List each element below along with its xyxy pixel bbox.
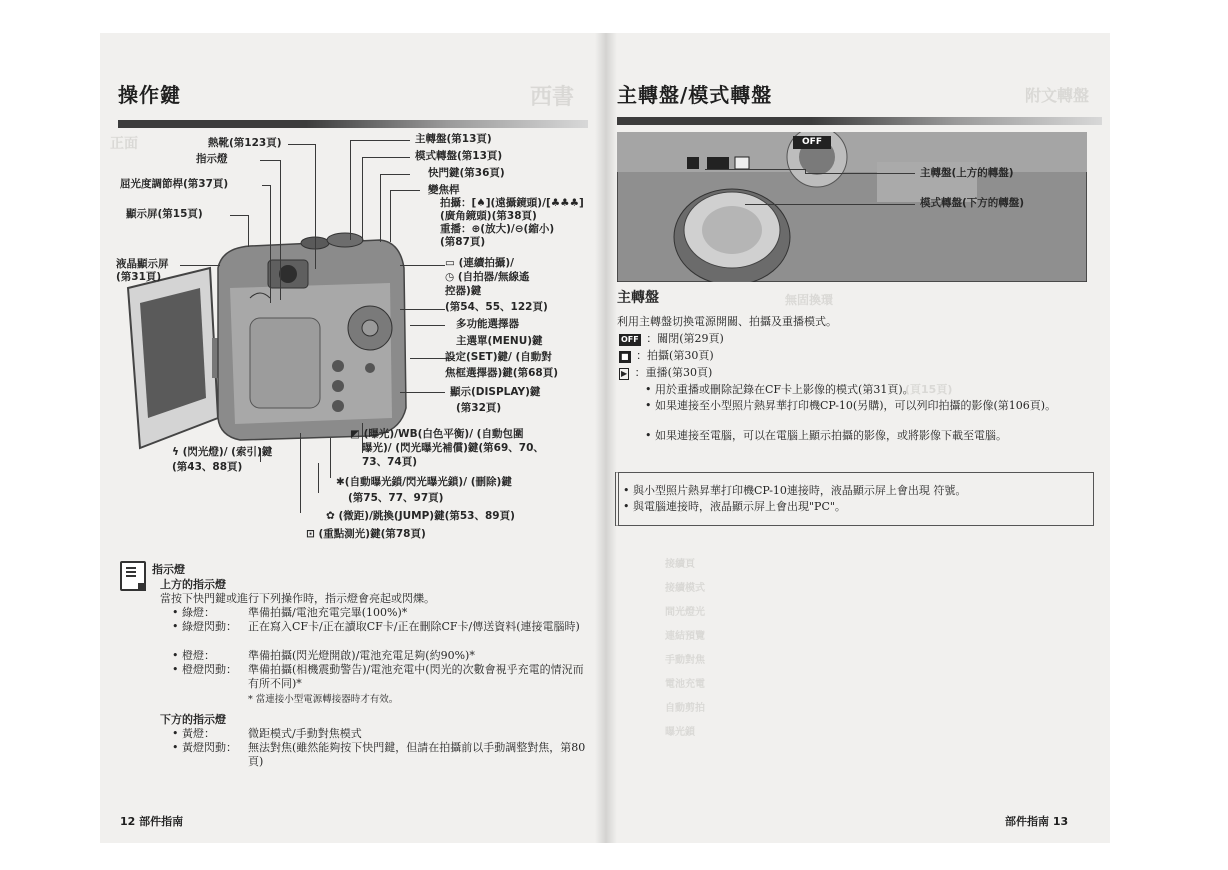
indicator-heading: 指示燈 <box>152 563 185 576</box>
lcd-swivel-screen <box>128 268 226 448</box>
callout-set-2: 焦框選擇器)鍵(第68頁) <box>445 367 559 379</box>
upper-indicator-intro: 當按下快門鍵或進行下列操作時，指示燈會亮起或閃爍。 <box>160 592 435 605</box>
indicator-item-label: • 綠燈： <box>172 606 215 619</box>
callout-hotshoe: 熱靴(第123頁) <box>208 137 282 149</box>
indicator-item-text: 正在寫入CF卡/正在讀取CF卡/正在刪除CF卡/傳送資料(連接電腦時) <box>248 620 580 633</box>
callout-exposure-3: 73、74頁) <box>362 456 418 468</box>
off-icon: OFF <box>621 335 639 344</box>
callout-shutter: 快門鍵(第36頁) <box>428 167 505 179</box>
indicator-item-label: • 黃燈閃動： <box>172 741 237 754</box>
callout-display-2: (第32頁) <box>456 402 502 414</box>
callout-zoom-shoot-2: (廣角鏡頭)(第38頁) <box>440 210 537 222</box>
right-page: 附文轉盤 主轉盤/模式轉盤 OFF 主轉盤(上方的轉盤) 模式轉盤(下方的轉盤) 主轉盤 利用主轉盤切換電源開關、拍攝及重播模式。 OFF ：關閉(第29頁) ■ ：拍攝(第30頁) ▶ ：重播(第30頁) • 用於重播或刪除記錄在CF卡上影像的模式(第31頁)。 • 如果連接至小型照片熱昇華打印機CP-10(另購)，可以列印拍攝的影像(第106頁)。 • 如果連接至電腦，可以在電腦上顯示拍攝的影像，或將影像下載至電腦。 • 與小型照片熱昇華打印機CP-10連接時，液晶顯示屏上會出現 符號。 • 與電腦連接時，液晶顯示屏上會出現"PC"。 無固換環 (頁15頁) 接續頁 接續模式 間光燈光 連結預覽 手動對焦 電池充電 自動剪拍 曝光鎖 部件指南 13 <box>605 33 1110 843</box>
left-page: 西書 正面 操作鍵 熱靴(第123頁) 指示燈 屈光度調節桿(第37頁) 顯示屏(第15頁) 液晶顯示屏 (第31頁) 主轉盤(第13頁) 模式轉盤(第13頁) 快門鍵(第36頁) 變焦桿 拍攝：[♠](遠攝鏡頭)/[♣♣♣] (廣角鏡頭)(第38頁) 重播：⊕(放大)/⊖(縮小) (第87頁) ▭ (連續拍攝)/ ◷ (自拍器/無線遙 控器)鍵 (第54、55、122頁) 多功能選擇器 主選單(MENU)鍵 設定(SET)鍵/ (自動對 焦框選擇器)鍵(第68頁) 顯示(DISPLAY)鍵 (第32頁) ◩ (曝光)/WB(白色平衡)/ (自動包圍 曝光)/ (閃光曝光補償)鍵(第69、70、 73、74頁) ✱(自動曝光鎖/閃光曝光鎖)/ (刪除)鍵 (第75、77、97頁) ✿ (微距)/跳換(JUMP)鍵(第53、89頁) ⊡ (重點測光)鍵(第78頁) ϟ (閃光燈)/ (索引)鍵 (第43、88頁) 指示燈 上方的指示燈 當按下快門鍵或進行下列操作時，指示燈會亮起或閃爍。 • 綠燈： 準備拍攝/電池充電完畢(100%)* • 綠燈閃動： 正在寫入CF卡/正在讀取CF卡/正在刪除CF卡/傳送資料(連接電腦時) • 橙燈： 準備拍攝(閃光燈開啟)/電池充電足夠(約90%)* • 橙燈閃動： 準備拍攝(相機震動警告)/電池充電中(閃光的次數會視乎充電的情況而有所不同)* * 當連接小型電源轉接器時才有效。 下方的指示燈 • 黃燈： 微距模式/手動對焦模式 • 黃燈閃動： 無法對焦(雖然能夠按下快門鍵，但請在拍攝前以手動調整對焦，第80頁) 12 部件指南 <box>100 33 605 843</box>
note-item: 與小型照片熱昇華打印機CP-10連接時，液晶顯示屏上會出現 符號。 <box>633 484 967 497</box>
callout-exposure-2: 曝光)/ (閃光曝光補償)鍵(第69、70、 <box>362 442 544 454</box>
callout-exposure: (曝光)/WB(白色平衡)/ (自動包圍 <box>363 428 524 440</box>
title-rule <box>118 120 588 128</box>
callout-mode-dial: 模式轉盤(第13頁) <box>415 150 503 162</box>
callout-spot: (重點測光)鍵(第78頁) <box>318 528 426 540</box>
indicator-item-label: • 橙燈閃動： <box>172 663 237 676</box>
selftimer-icon: ◷ <box>445 271 455 283</box>
indicator-item-text: 準備拍攝(相機震動警告)/電池充電中(閃光的次數會視乎充電的情況而有所不同)* <box>248 663 584 690</box>
callout-selftimer-pages: (第54、55、122頁) <box>445 301 548 313</box>
indicator-item-label: • 綠燈閃動： <box>172 620 237 633</box>
callout-indicator: 指示燈 <box>196 153 228 165</box>
camera-icon: ■ <box>621 352 629 361</box>
callout-zoom-play-2: (第87頁) <box>440 236 486 248</box>
callout-main-dial: 主轉盤(第13頁) <box>415 133 492 145</box>
upper-indicator-heading: 上方的指示燈 <box>160 578 226 591</box>
indicator-footnote: * 當連接小型電源轉接器時才有效。 <box>248 694 399 705</box>
playback-icon: ▶ <box>621 369 628 378</box>
bullet-item: 如果連接至電腦，可以在電腦上顯示拍攝的影像，或將影像下載至電腦。 <box>655 429 1007 442</box>
exposure-icon: ◩ <box>350 428 360 440</box>
callout-macro: (微距)/跳換(JUMP)鍵(第53、89頁) <box>338 510 515 522</box>
callout-zoom-play: 重播：⊕(放大)/⊖(縮小) <box>440 223 555 235</box>
callout-zoom-lever: 變焦桿 <box>428 184 460 196</box>
page-title: 操作鍵 <box>118 83 181 107</box>
callout-set: 設定(SET)鍵/ (自動對 <box>445 351 552 363</box>
book-gutter <box>595 33 617 843</box>
page-footer: 12 部件指南 <box>120 815 184 828</box>
indicator-item-text: 準備拍攝(閃光燈開啟)/電池充電足夠(約90%)* <box>248 649 475 662</box>
callout-ae-lock-2: (第75、77、97頁) <box>348 492 444 504</box>
callout-menu: 主選單(MENU)鍵 <box>456 335 543 347</box>
callout-lcd: 液晶顯示屏 (第31頁) <box>116 258 169 283</box>
section-intro: 利用主轉盤切換電源開關、拍攝及重播模式。 <box>617 315 837 328</box>
flash-icon: ϟ <box>172 446 179 458</box>
document-spread <box>100 33 1110 843</box>
callout-viewfinder: 顯示屏(第15頁) <box>126 208 203 220</box>
callout-ae-lock: ✱(自動曝光鎖/閃光曝光鎖)/ (刪除)鍵 <box>336 476 512 488</box>
callout-selftimer: (自拍器/無線遙 <box>457 271 530 283</box>
section-title: 主轉盤 <box>617 290 659 306</box>
callout-continuous: (連續拍攝)/ <box>458 257 515 269</box>
callout-flash: (閃光燈)/ (索引)鍵 <box>182 446 273 458</box>
indicator-item-text: 微距模式/手動對焦模式 <box>248 727 362 740</box>
continuous-shoot-icon: ▭ <box>445 257 455 269</box>
indicator-item-label: • 橙燈： <box>172 649 215 662</box>
page-footer: 部件指南 13 <box>1005 815 1069 828</box>
callout-flash-2: (第43、88頁) <box>172 461 243 473</box>
mode-shoot-text: ：拍攝(第30頁) <box>636 349 714 362</box>
lower-indicator-heading: 下方的指示燈 <box>160 713 226 726</box>
bullet-item: 用於重播或刪除記錄在CF卡上影像的模式(第31頁)。 <box>655 383 914 396</box>
page-title: 主轉盤/模式轉盤 <box>617 83 773 107</box>
indicator-item-text: 無法對焦(雖然能夠按下快門鍵，但請在拍攝前以手動調整對焦，第80頁) <box>248 741 586 768</box>
mode-play-text: ：重播(第30頁) <box>634 366 713 379</box>
bullet-item: 如果連接至小型照片熱昇華打印機CP-10(另購)，可以列印拍攝的影像(第106頁)。 <box>655 399 1057 412</box>
note-box <box>615 472 1094 526</box>
callout-multi-selector: 多功能選擇器 <box>456 318 519 330</box>
spot-meter-icon: ⊡ <box>306 528 315 540</box>
indicator-item-text: 準備拍攝/電池充電完畢(100%)* <box>248 606 408 619</box>
note-icon <box>120 561 146 591</box>
mode-off-text: ：關閉(第29頁) <box>646 332 724 345</box>
dial-label-mode: 模式轉盤(下方的轉盤) <box>920 197 1025 209</box>
callout-diopter: 屈光度調節桿(第37頁) <box>120 178 229 190</box>
macro-icon: ✿ <box>326 510 335 522</box>
dial-mark-off: OFF <box>793 136 831 149</box>
callout-zoom-shoot: 拍攝：[♠](遠攝鏡頭)/[♣♣♣] <box>440 197 584 209</box>
indicator-item-label: • 黃燈： <box>172 727 215 740</box>
callout-selftimer-2: 控器)鍵 <box>445 285 482 297</box>
title-rule <box>617 117 1102 125</box>
dial-label-main: 主轉盤(上方的轉盤) <box>920 167 1014 179</box>
callout-display: 顯示(DISPLAY)鍵 <box>450 386 541 398</box>
note-item: 與電腦連接時，液晶顯示屏上會出現"PC"。 <box>633 500 846 513</box>
